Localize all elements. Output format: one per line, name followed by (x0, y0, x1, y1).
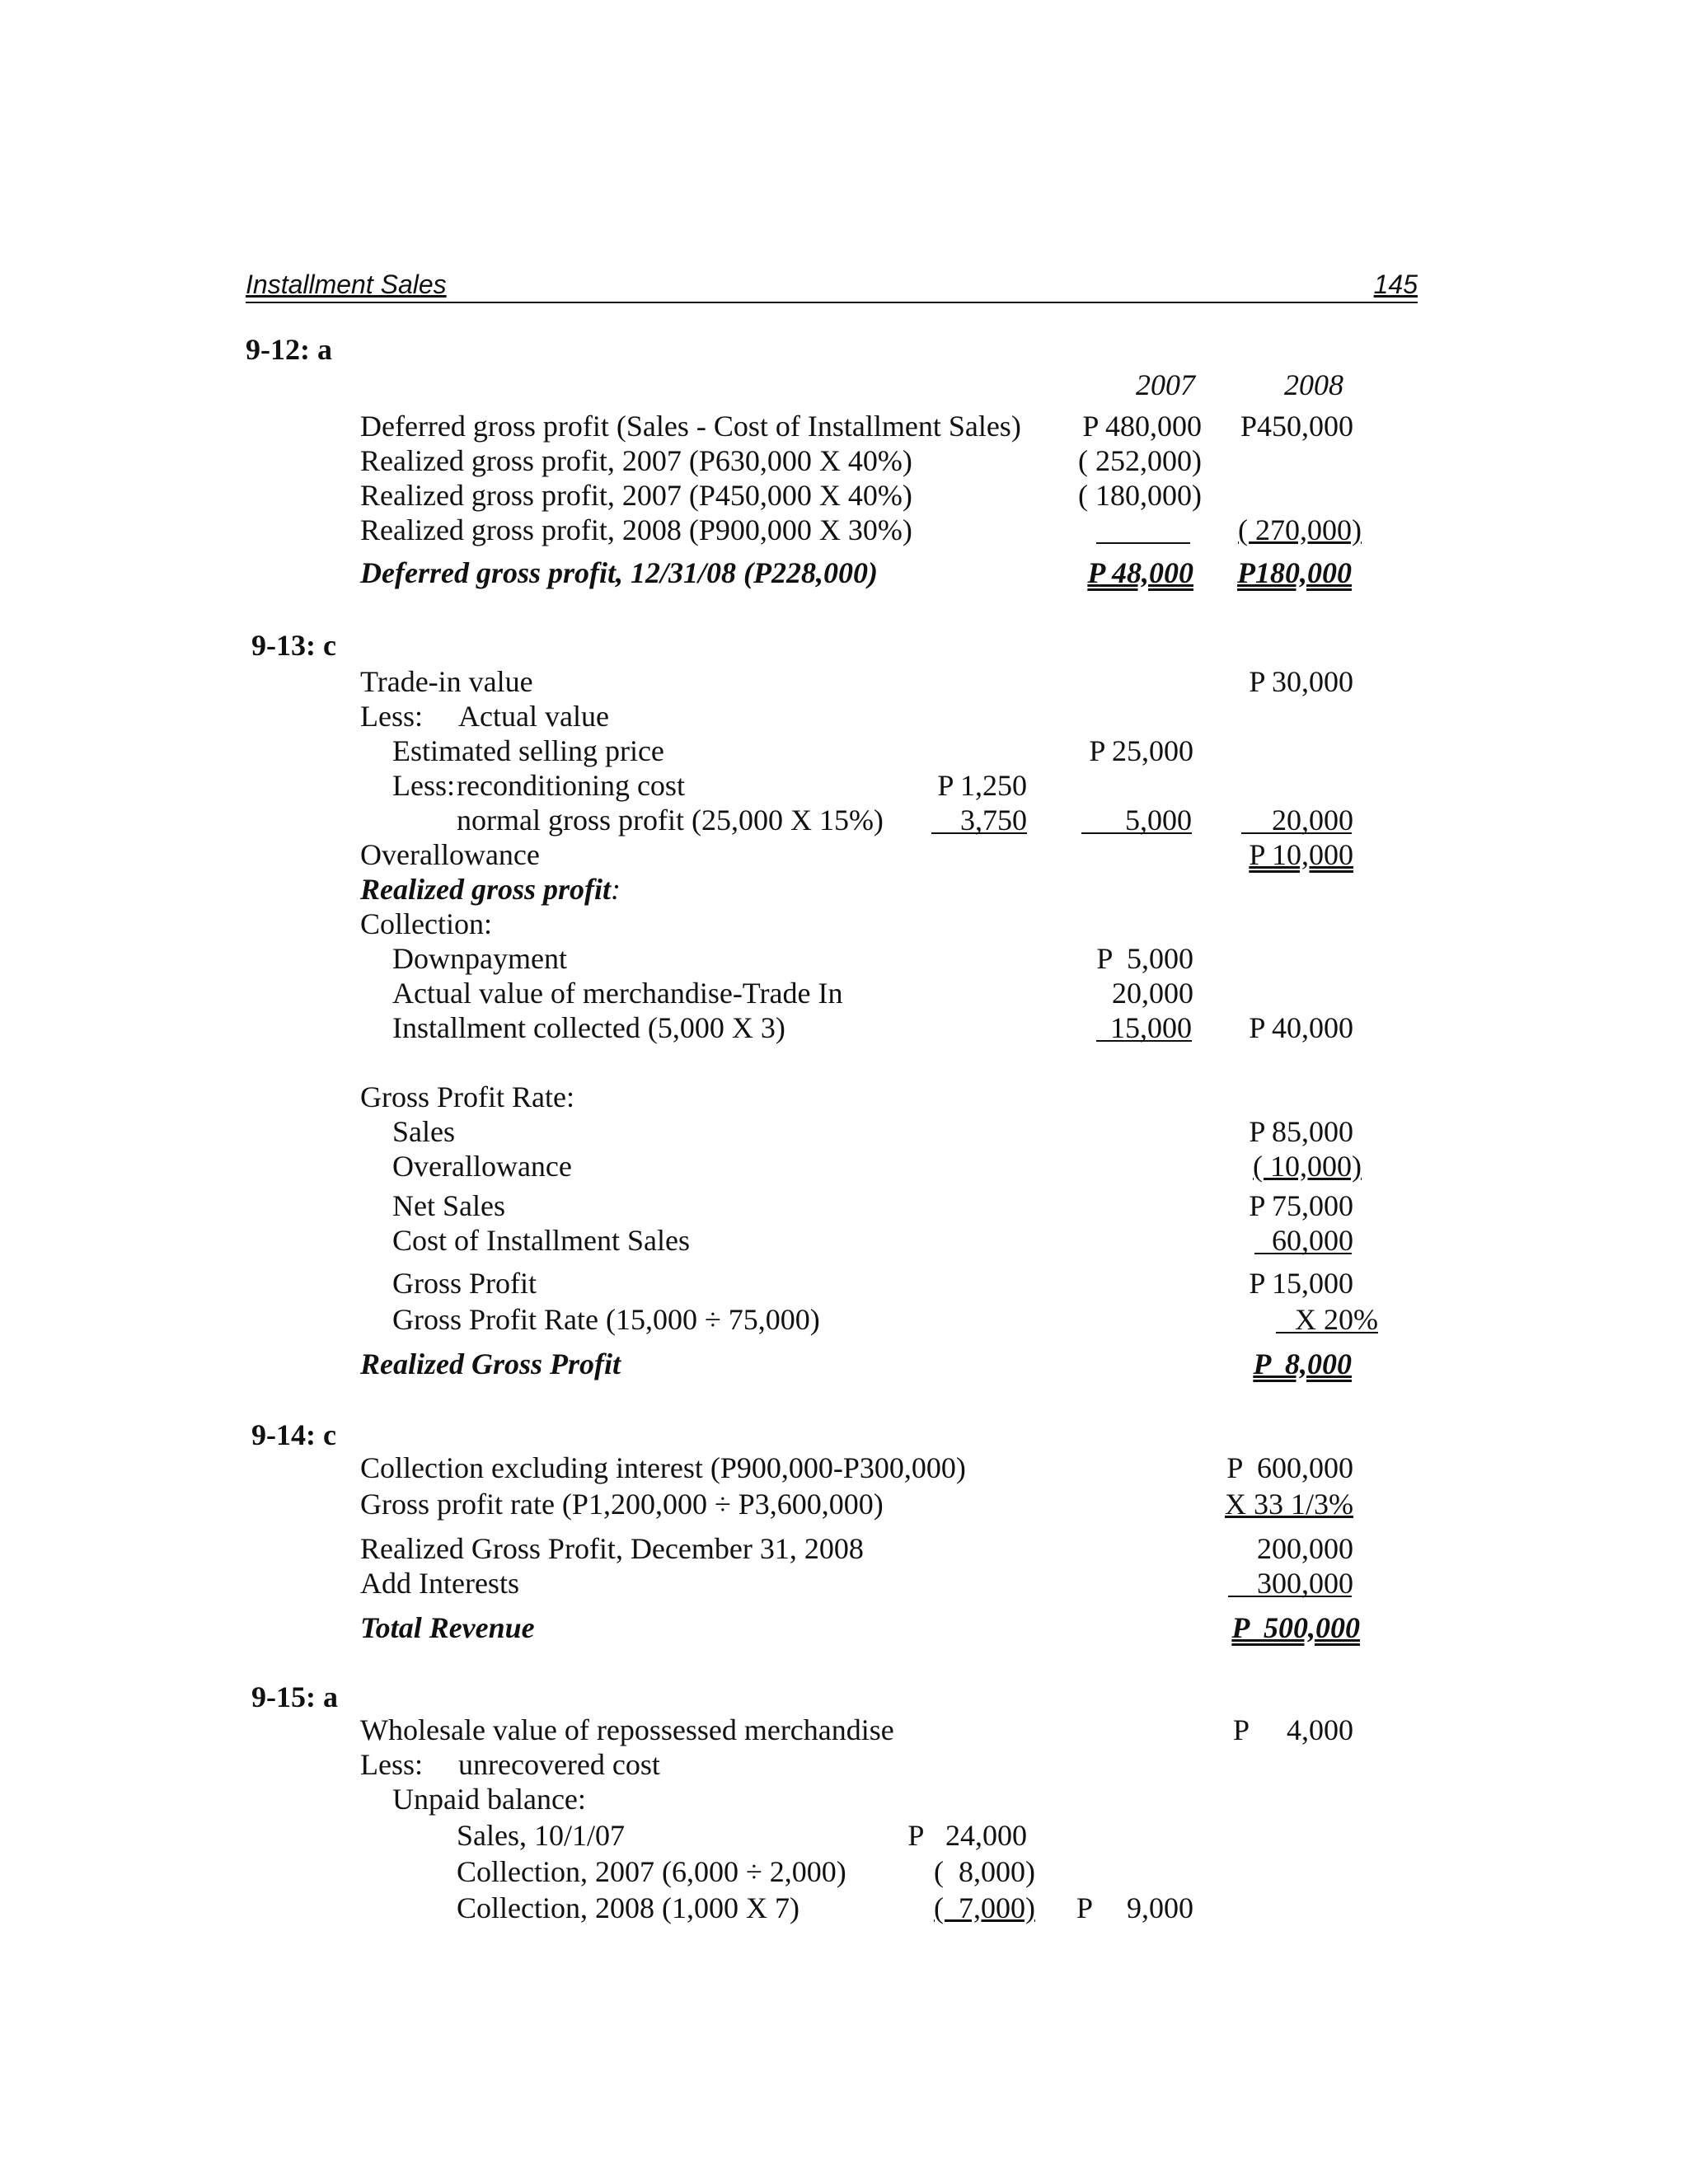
amount: ( 8,000) (934, 1855, 1035, 1888)
row-label: Estimated selling price (392, 734, 664, 767)
amount: P 24,000 (907, 1819, 1027, 1852)
row-label: Realized gross profit, 2007 (P630,000 X 40%) (360, 444, 912, 477)
heading-colon: : (611, 873, 621, 906)
section-heading (360, 872, 621, 907)
problem-label-9-13: 9-13: c (251, 629, 336, 662)
amount: 60,000 (1272, 1224, 1353, 1257)
total-amount: P 500,000 (1231, 1611, 1360, 1644)
amount: 20,000 (1112, 977, 1193, 1010)
currency-symbol: P (1233, 1713, 1250, 1746)
amount: P 15,000 (1249, 1267, 1353, 1300)
row-label: normal gross profit (25,000 X 15%) (457, 804, 884, 837)
row-label: Wholesale value of repossessed merchandise (360, 1713, 894, 1746)
amount: 4,000 (1287, 1713, 1353, 1746)
amount: P 600,000 (1226, 1451, 1353, 1484)
amount: 300,000 (1257, 1567, 1353, 1600)
problem-label-9-14: 9-14: c (251, 1418, 336, 1451)
row-label: Trade-in value (360, 665, 533, 698)
page-number: 145 (1373, 269, 1418, 299)
total-label: Total Revenue (360, 1611, 535, 1644)
row-label: Actual value (458, 700, 609, 733)
column-header-2007: 2007 (1136, 368, 1195, 401)
amount: 9,000 (1127, 1891, 1193, 1924)
row-label: reconditioning cost (457, 769, 685, 802)
amount: ( 10,000) (1253, 1150, 1362, 1183)
row-label: Collection, 2007 (6,000 ÷ 2,000) (457, 1855, 846, 1888)
row-label: Realized gross profit, 2007 (P450,000 X 40%) (360, 479, 912, 512)
heading-text: Realized gross profit (360, 873, 612, 906)
column-header-2008: 2008 (1284, 368, 1343, 401)
amount: P 5,000 (1096, 942, 1193, 975)
amount: ( 7,000) (934, 1891, 1035, 1924)
amount: 20,000 (1272, 804, 1353, 837)
amount: 15,000 (1110, 1011, 1192, 1044)
problem-label-9-15: 9-15: a (251, 1680, 338, 1713)
amount: X 20% (1295, 1303, 1378, 1336)
row-label: unrecovered cost (458, 1748, 660, 1781)
row-label: Deferred gross profit (Sales - Cost of Installment Sales) (360, 410, 1021, 443)
total-label: Realized Gross Profit (360, 1347, 621, 1380)
row-label: Downpayment (392, 942, 567, 975)
total-amount: P 8,000 (1253, 1347, 1352, 1380)
amount: P 1,250 (937, 769, 1027, 802)
row-label: Gross Profit Rate (15,000 ÷ 75,000) (392, 1303, 820, 1336)
row-label: Sales (392, 1115, 455, 1148)
less-label: Less: (392, 769, 455, 802)
row-label: Collection, 2008 (1,000 X 7) (457, 1891, 799, 1924)
amount: P 30,000 (1249, 665, 1353, 698)
total-2007: P 48,000 (1087, 556, 1193, 589)
currency-symbol: P (1076, 1891, 1094, 1924)
row-label: Gross Profit (392, 1267, 537, 1300)
underline-rule (1096, 542, 1190, 544)
amount: P 40,000 (1249, 1011, 1353, 1044)
row-label: Realized Gross Profit, December 31, 2008 (360, 1532, 864, 1565)
amount: P 75,000 (1249, 1189, 1353, 1222)
amount: P 25,000 (1089, 734, 1193, 767)
row-label: Gross profit rate (P1,200,000 ÷ P3,600,000) (360, 1488, 884, 1521)
row-label: Net Sales (392, 1189, 505, 1222)
row-label: Installment collected (5,000 X 3) (392, 1011, 785, 1044)
amount: P 10,000 (1249, 838, 1353, 871)
amount: 3,750 (960, 804, 1027, 837)
page-header (246, 267, 1418, 303)
amount-2008: P450,000 (1240, 410, 1353, 443)
row-label: Collection excluding interest (P900,000-P300,000) (360, 1451, 966, 1484)
row-label: Cost of Installment Sales (392, 1224, 690, 1257)
row-label: Overallowance (392, 1150, 572, 1183)
total-label: Deferred gross profit, 12/31/08 (P228,000) (360, 556, 878, 589)
less-label: Less: (360, 1748, 423, 1781)
problem-label-9-12: 9-12: a (246, 333, 332, 366)
row-label: Add Interests (360, 1567, 519, 1600)
row-label: Gross Profit Rate: (360, 1080, 574, 1113)
row-label: Collection: (360, 907, 492, 940)
amount: P 85,000 (1249, 1115, 1353, 1148)
row-label: Overallowance (360, 838, 540, 871)
row-label: Realized gross profit, 2008 (P900,000 X 30%) (360, 513, 912, 546)
row-label: Sales, 10/1/07 (457, 1819, 625, 1852)
total-2008: P180,000 (1237, 556, 1352, 589)
less-label: Less: (360, 700, 423, 733)
amount-2007: ( 252,000) (1078, 444, 1202, 477)
amount-2007: ( 180,000) (1078, 479, 1202, 512)
row-label: Actual value of merchandise-Trade In (392, 977, 843, 1010)
amount-2008: ( 270,000) (1238, 513, 1362, 546)
amount: 5,000 (1125, 804, 1192, 837)
amount: X 33 1/3% (1225, 1488, 1353, 1521)
row-label: Unpaid balance: (392, 1783, 586, 1816)
amount: 200,000 (1257, 1532, 1353, 1565)
amount-2007: P 480,000 (1082, 410, 1202, 443)
header-title: Installment Sales (246, 269, 447, 299)
